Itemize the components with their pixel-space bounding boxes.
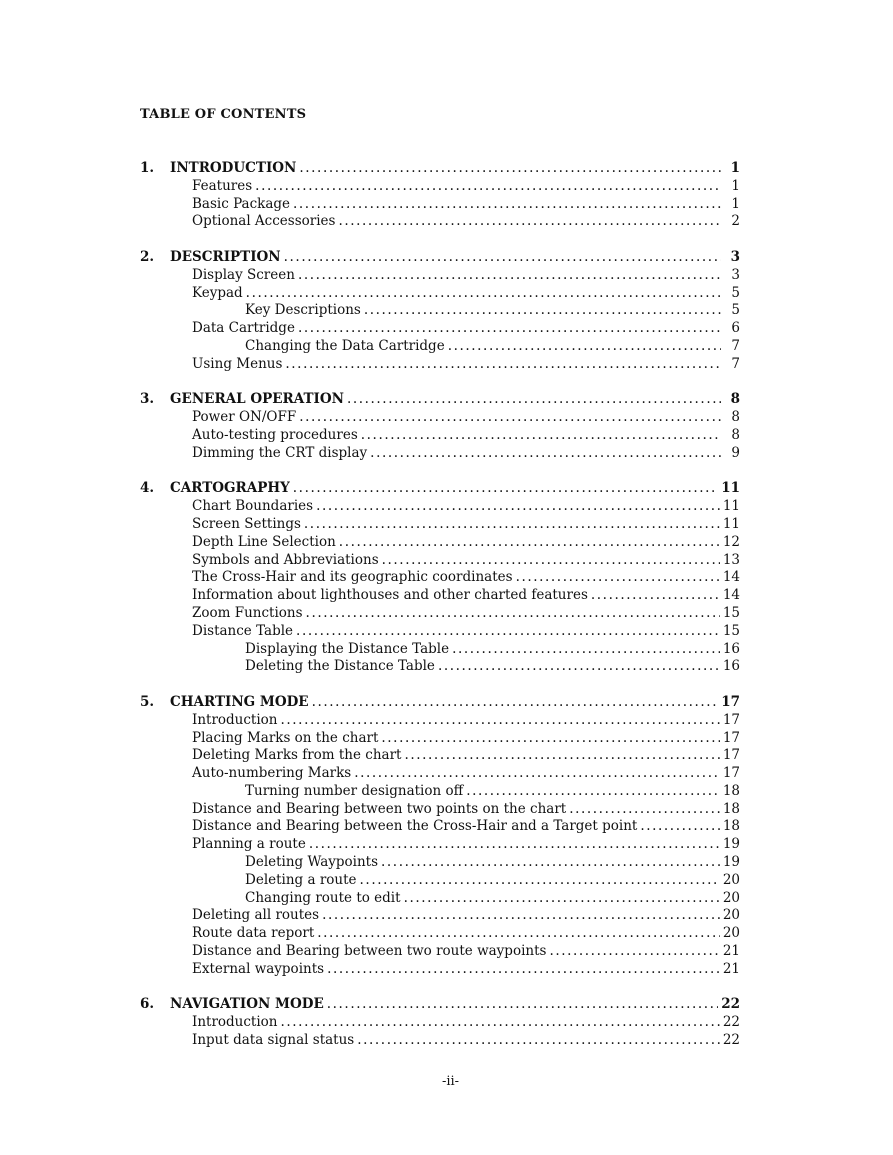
dot-leader: [293, 480, 718, 498]
section-gap: [140, 463, 740, 481]
dot-leader: [404, 890, 720, 908]
toc-section-heading: [140, 249, 740, 267]
toc-entry: [140, 534, 740, 552]
entry-label: Turning number designation off: [245, 782, 464, 799]
toc-section-heading: [140, 694, 740, 712]
toc-entry: [140, 498, 740, 516]
toc-entry: [140, 961, 740, 979]
entry-label: External waypoints: [192, 960, 325, 977]
dot-leader: [322, 907, 720, 925]
dot-leader: [299, 409, 721, 427]
page-ref: 3: [731, 266, 740, 283]
page-ref: 1: [730, 160, 740, 176]
page-ref: 20: [722, 907, 740, 924]
section-gap: [140, 231, 740, 249]
page-ref: 15: [722, 604, 740, 621]
section-number: 1.: [140, 160, 155, 176]
entry-label: Deleting a route: [245, 871, 357, 888]
section-number: 6.: [140, 996, 155, 1013]
toc-entry: [140, 658, 740, 676]
entry-label: Basic Package: [192, 195, 291, 212]
toc-entry: [140, 356, 740, 374]
entry-label: Distance and Bearing between two route waypoints: [192, 943, 547, 960]
dot-leader: [370, 445, 721, 463]
entry-label: Deleting Waypoints: [245, 854, 379, 871]
dot-leader: [640, 818, 719, 836]
entry-label: Using Menus: [192, 355, 283, 372]
page-ref: 7: [731, 355, 740, 372]
toc-entry: [140, 943, 740, 961]
page-ref: 20: [722, 871, 740, 888]
entry-label: Chart Boundaries: [192, 498, 314, 515]
entry-label: Features: [192, 177, 253, 194]
dot-leader: [569, 801, 720, 819]
page-ref: 22: [722, 1032, 740, 1049]
toc-entry: [140, 730, 740, 748]
toc-entry: [140, 338, 740, 356]
page-ref: 14: [722, 569, 740, 586]
dot-leader: [347, 391, 721, 409]
toc-section-heading: [140, 391, 740, 409]
dot-leader: [293, 196, 721, 214]
entry-label: Distance and Bearing between the Cross-Hair and a Target point: [192, 818, 638, 835]
entry-label: Keypad: [192, 284, 243, 301]
page-ref: 6: [731, 320, 740, 337]
page-ref: 5: [731, 302, 740, 319]
page-ref: 18: [722, 818, 740, 835]
entry-label: Depth Line Selection: [192, 533, 336, 550]
entry-label: Changing route to edit: [245, 889, 401, 906]
toc-entry: [140, 641, 740, 659]
page-title: TABLE OF CONTENTS: [140, 107, 307, 122]
toc-entry: [140, 747, 740, 765]
dot-leader: [304, 516, 720, 534]
section-number: 2.: [140, 248, 155, 265]
toc-entry: [140, 765, 740, 783]
section-title: NAVIGATION MODE: [170, 996, 324, 1013]
section-number: 4.: [140, 480, 155, 497]
section-number: 3.: [140, 391, 155, 408]
page-ref: 2: [731, 213, 740, 230]
dot-leader: [357, 1032, 720, 1050]
page-ref: 16: [722, 640, 740, 657]
page-ref: 21: [722, 960, 740, 977]
entry-label: Changing the Data Cartridge: [245, 337, 445, 354]
toc-entry: [140, 552, 740, 570]
toc-entry: [140, 783, 740, 801]
dot-leader: [338, 213, 721, 231]
page-ref: 7: [731, 337, 740, 354]
dot-leader: [285, 356, 721, 374]
dot-leader: [312, 694, 719, 712]
entry-label: Display Screen: [192, 266, 295, 283]
page-ref: 13: [722, 551, 740, 568]
page-ref: 1: [731, 195, 740, 212]
page-ref: 5: [731, 284, 740, 301]
entry-label: Zoom Functions: [192, 604, 303, 621]
entry-label: The Cross-Hair and its geographic coordinates: [192, 569, 513, 586]
entry-label: Symbols and Abbreviations: [192, 551, 379, 568]
entry-label: Information about lighthouses and other charted features: [192, 587, 588, 604]
page-ref: 17: [722, 765, 740, 782]
page-ref: 11: [721, 480, 740, 497]
entry-label: Optional Accessories: [192, 213, 336, 230]
toc-entry: [140, 925, 740, 943]
page-ref: 20: [722, 889, 740, 906]
dot-leader: [452, 641, 720, 659]
entry-label: Data Cartridge: [192, 320, 295, 337]
dot-leader: [438, 658, 720, 676]
entry-label: Placing Marks on the chart: [192, 729, 379, 746]
page-ref: 8: [731, 426, 740, 443]
page-ref: 19: [722, 854, 740, 871]
dot-leader: [339, 534, 720, 552]
section-gap: [140, 676, 740, 694]
dot-leader: [448, 338, 721, 356]
entry-label: Introduction: [192, 711, 278, 728]
entry-label: Dimming the CRT display: [192, 444, 368, 461]
entry-label: Deleting the Distance Table: [245, 658, 435, 675]
toc-entry: [140, 445, 740, 463]
toc-entry: [140, 569, 740, 587]
page-ref: 9: [731, 444, 740, 461]
section-gap: [140, 979, 740, 997]
toc-entry: [140, 1014, 740, 1032]
page-ref: 3: [730, 248, 740, 265]
section-gap: [140, 374, 740, 392]
section-title: CHARTING MODE: [170, 693, 309, 710]
dot-leader: [591, 587, 720, 605]
dot-leader: [255, 178, 721, 196]
page-ref: 22: [722, 1014, 740, 1031]
toc-entry: [140, 890, 740, 908]
toc-entry: [140, 623, 740, 641]
dot-leader: [466, 783, 720, 801]
dot-leader: [317, 925, 720, 943]
entry-label: Introduction: [192, 1014, 278, 1031]
dot-leader: [306, 605, 720, 623]
toc-entry: [140, 213, 740, 231]
section-title: DESCRIPTION: [170, 248, 281, 265]
dot-leader: [516, 569, 720, 587]
dot-leader: [246, 285, 721, 303]
toc-entry: [140, 196, 740, 214]
page-ref: 16: [722, 658, 740, 675]
page-ref: 19: [722, 836, 740, 853]
entry-label: Key Descriptions: [245, 302, 361, 319]
entry-label: Distance and Bearing between two points on the chart: [192, 800, 567, 817]
toc-entry: [140, 516, 740, 534]
toc-entry: [140, 854, 740, 872]
toc-entry: [140, 178, 740, 196]
toc-entry: [140, 587, 740, 605]
toc-entry: [140, 1032, 740, 1050]
entry-label: Input data signal status: [192, 1032, 355, 1049]
toc-entry: [140, 907, 740, 925]
toc-entry: [140, 818, 740, 836]
toc-entry: [140, 801, 740, 819]
toc-section-heading: [140, 996, 740, 1014]
page-ref: 11: [722, 498, 740, 515]
dot-leader: [281, 1014, 720, 1032]
page-ref: 15: [722, 622, 740, 639]
page-ref: 18: [722, 800, 740, 817]
page-ref: 12: [722, 533, 740, 550]
section-title: CARTOGRAPHY: [170, 480, 290, 497]
dot-leader: [298, 320, 721, 338]
entry-label: Planning a route: [192, 836, 306, 853]
entry-label: Displaying the Distance Table: [245, 640, 450, 657]
toc-entry: [140, 285, 740, 303]
entry-label: Screen Settings: [192, 515, 301, 532]
entry-label: Route data report: [192, 925, 315, 942]
dot-leader: [354, 765, 720, 783]
section-title: INTRODUCTION: [170, 160, 297, 176]
dot-leader: [298, 267, 721, 285]
entry-label: Auto-numbering Marks: [192, 765, 352, 782]
page-ref: 17: [722, 729, 740, 746]
entry-label: Distance Table: [192, 622, 294, 639]
toc-entry: [140, 712, 740, 730]
dot-leader: [361, 427, 721, 445]
dot-leader: [316, 498, 720, 516]
toc-section-heading: [140, 480, 740, 498]
dot-leader: [299, 160, 721, 178]
dot-leader: [382, 552, 720, 570]
table-of-contents: [140, 160, 740, 1050]
dot-leader: [327, 961, 720, 979]
entry-label: Auto-testing procedures: [192, 426, 358, 443]
dot-leader: [309, 836, 720, 854]
dot-leader: [284, 249, 721, 267]
page-ref: 18: [722, 782, 740, 799]
entry-label: Power ON/OFF: [192, 409, 297, 426]
dot-leader: [381, 854, 720, 872]
page-ref: 14: [722, 587, 740, 604]
page-ref: 17: [722, 711, 740, 728]
page-ref: 8: [730, 391, 740, 408]
page-ref: 21: [722, 943, 740, 960]
dot-leader: [404, 747, 719, 765]
page-ref: 22: [721, 996, 740, 1013]
dot-leader: [381, 730, 719, 748]
toc-entry: [140, 427, 740, 445]
toc-entry: [140, 320, 740, 338]
dot-leader: [296, 623, 720, 641]
entry-label: Deleting Marks from the chart: [192, 747, 402, 764]
toc-entry: [140, 267, 740, 285]
page-footer: [0, 1074, 893, 1089]
section-title: GENERAL OPERATION: [170, 391, 344, 408]
entry-label: Deleting all routes: [192, 907, 320, 924]
page-ref: 8: [731, 409, 740, 426]
page-ref: 11: [722, 515, 740, 532]
page-ref: 17: [722, 747, 740, 764]
toc-entry: [140, 605, 740, 623]
toc-entry: [140, 409, 740, 427]
section-number: 5.: [140, 693, 155, 710]
toc-entry: [140, 836, 740, 854]
page-ref: 17: [721, 693, 740, 710]
dot-leader: [327, 996, 718, 1014]
toc-entry: [140, 872, 740, 890]
dot-leader: [549, 943, 719, 961]
dot-leader: [281, 712, 720, 730]
dot-leader: [360, 872, 720, 890]
toc-section-heading: [140, 160, 740, 178]
toc-entry: [140, 302, 740, 320]
dot-leader: [364, 302, 721, 320]
page-number: -ii-: [441, 1074, 460, 1089]
page-ref: 20: [722, 925, 740, 942]
page-ref: 1: [731, 177, 740, 194]
